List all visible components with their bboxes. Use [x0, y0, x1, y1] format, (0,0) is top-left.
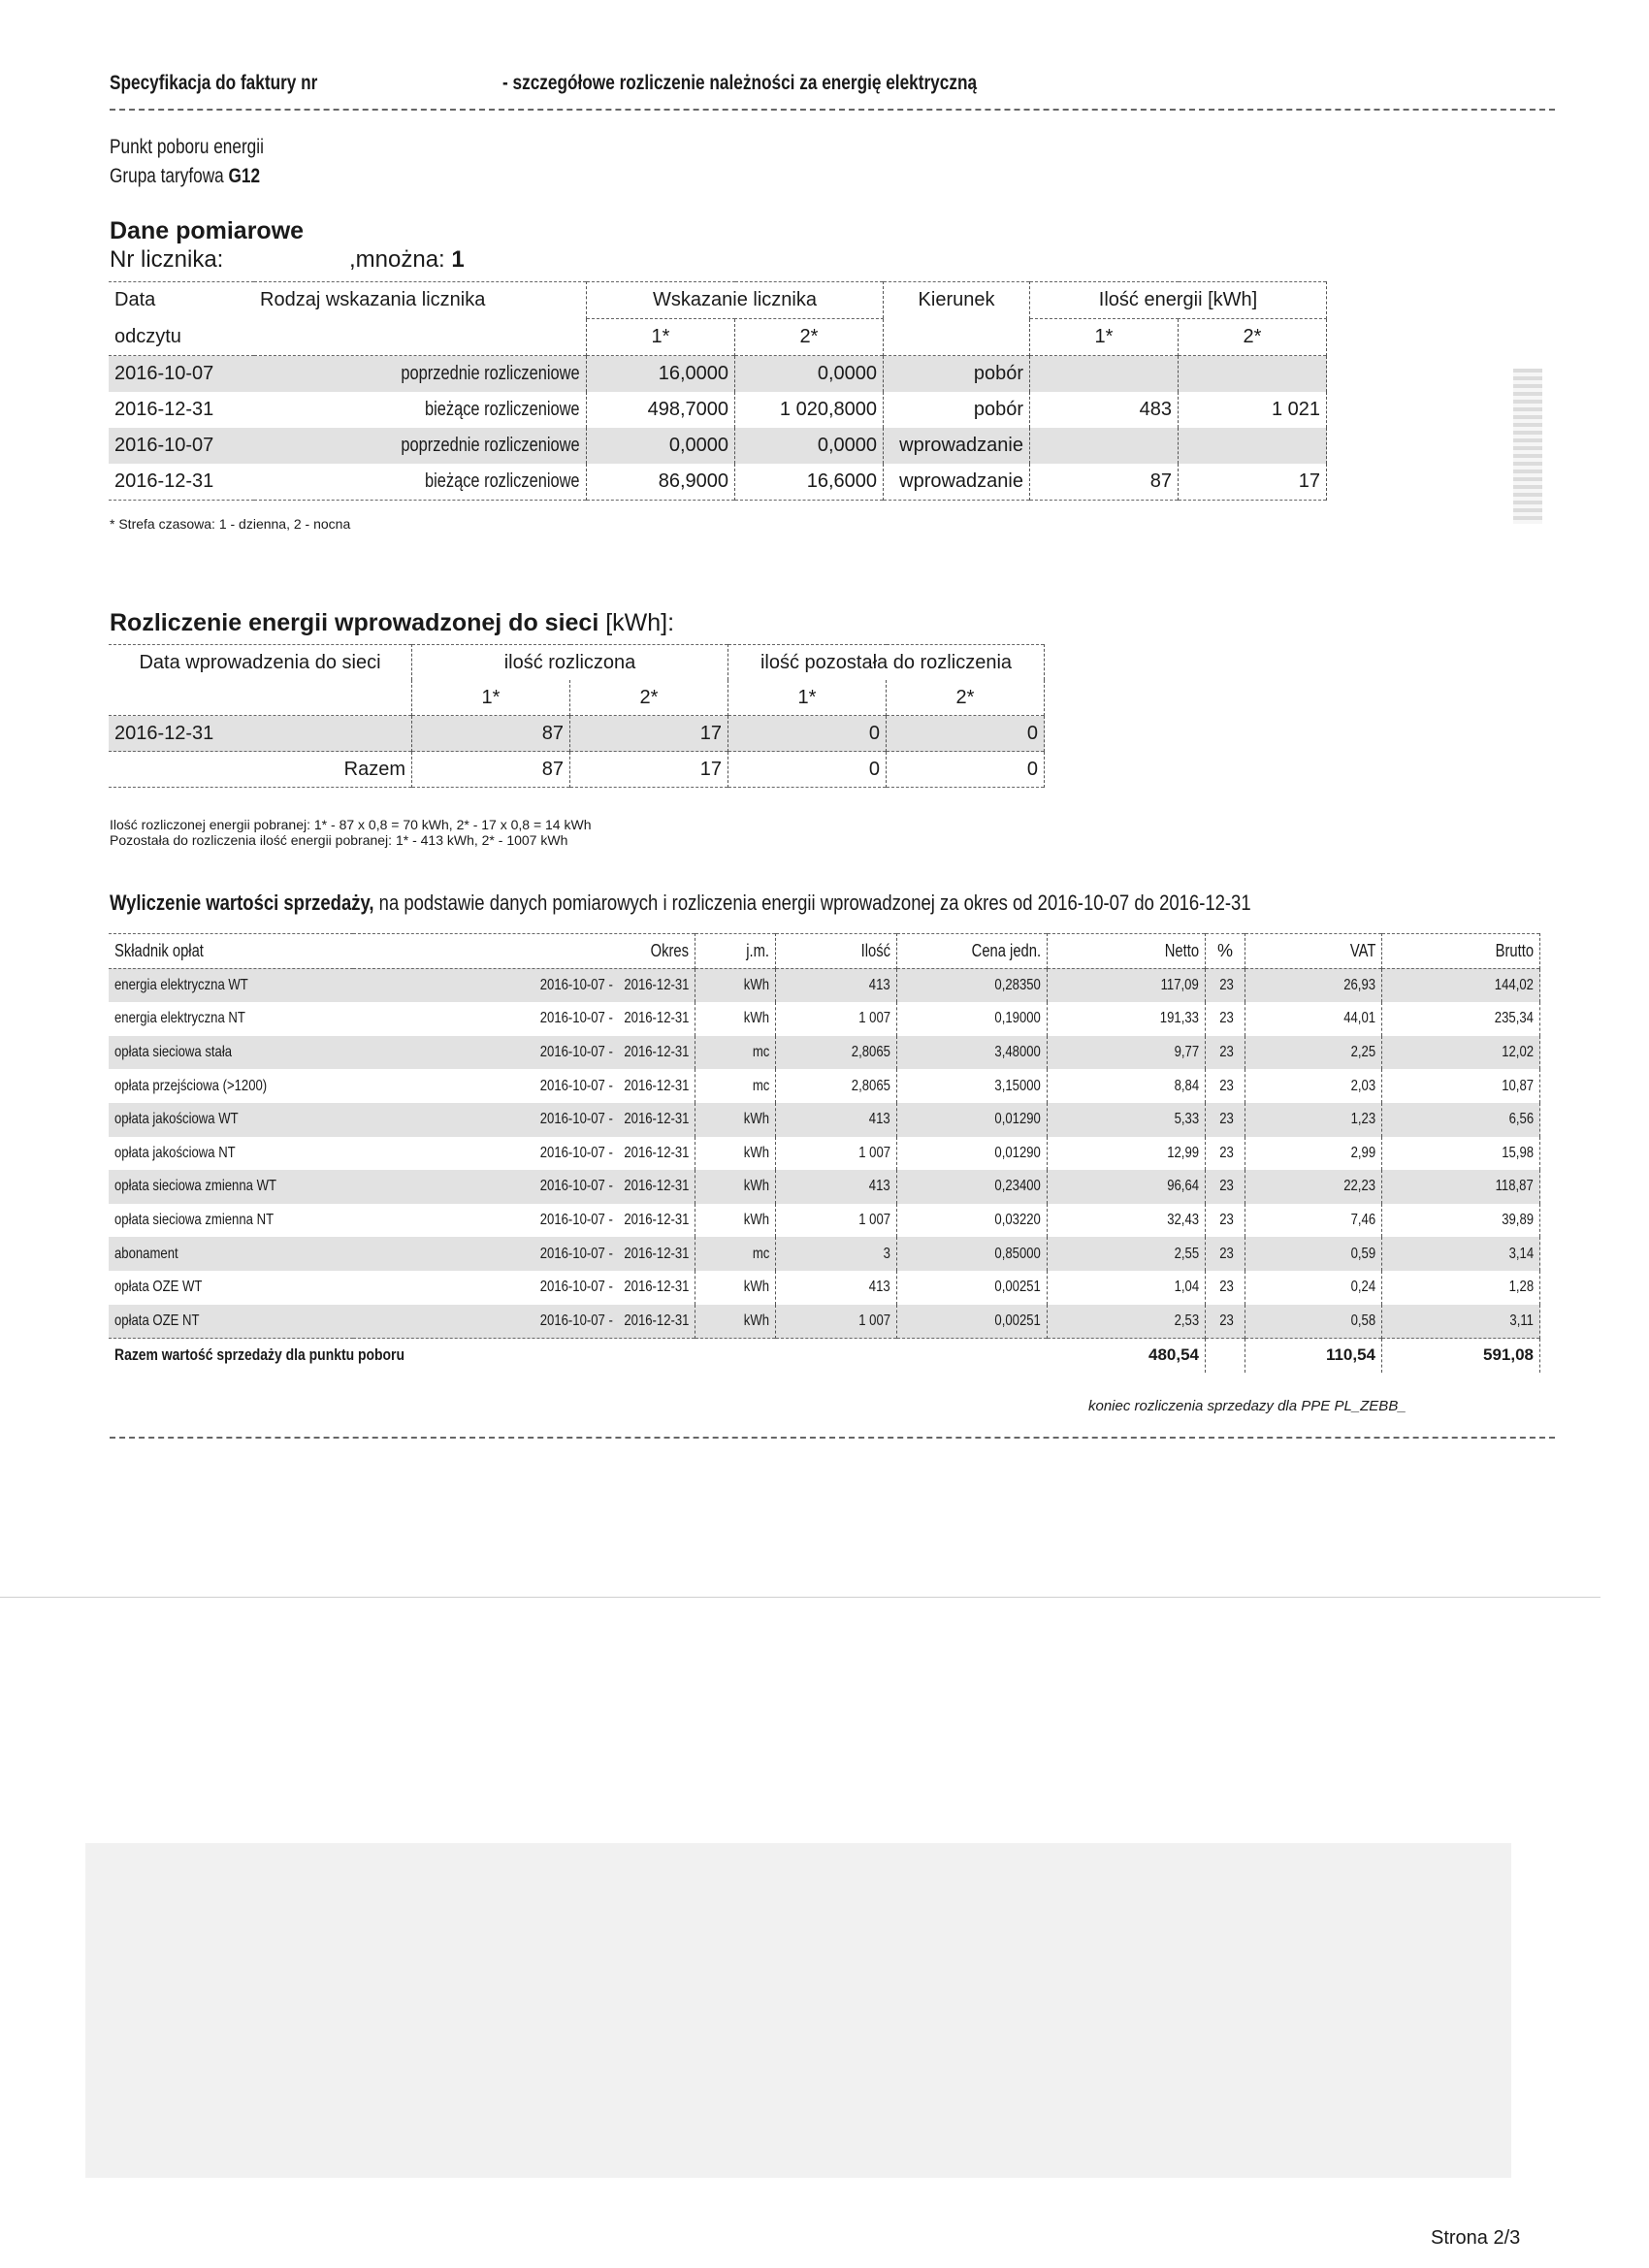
sales-row-qty: 413 [776, 968, 897, 1002]
feedin-date-header-empty [109, 680, 412, 716]
energy-z2-header: 2* [1179, 319, 1327, 356]
sales-row-unit: kWh [695, 968, 776, 1002]
sales-row-qty: 3 [776, 1237, 897, 1271]
sales-title-rest: na podstawie danych pomiarowych i rozliczenia energii wprowadzonej za okres od [378, 891, 1033, 915]
scan-ghost-area [85, 1843, 1511, 2178]
sales-row [109, 1002, 1540, 1036]
measurement-date: 2016-12-31 [114, 470, 214, 492]
sales-row-unit: kWh [695, 1137, 776, 1171]
col-reading-header: Wskazanie licznika [587, 282, 884, 319]
header-title-left: Specyfikacja do faktury nr [110, 72, 318, 94]
measurement-reading-z1: 0,0000 [587, 428, 735, 464]
feedin-total-remaining-z1: 0 [728, 752, 887, 788]
sales-row-vat: 26,93 [1245, 968, 1382, 1002]
feedin-title [110, 609, 674, 637]
col-type-header: Rodzaj wskazania licznika [254, 282, 587, 319]
sales-row-gross: 1,28 [1382, 1271, 1540, 1305]
measurement-energy-z2 [1179, 356, 1327, 393]
measurement-direction: wprowadzanie [884, 464, 1030, 501]
measurement-row [109, 428, 1327, 464]
sales-row-name: opłata OZE NT [114, 1312, 200, 1329]
sales-row-gross: 235,34 [1382, 1002, 1540, 1036]
col-date-header-2: odczytu [114, 325, 181, 347]
sales-title-bold: Wyliczenie wartości sprzedaży, [110, 891, 374, 915]
sales-row-vat: 2,25 [1245, 1036, 1382, 1070]
col-date-header: Data [114, 289, 156, 311]
sales-row-period-to: 2016-12-31 [623, 1212, 689, 1229]
zone-footnote: * Strefa czasowa: 1 - dzienna, 2 - nocna [110, 516, 351, 532]
measurement-reading-z2: 16,6000 [806, 470, 877, 492]
sales-row-price: 0,23400 [897, 1170, 1048, 1204]
measurement-energy-z2: 1 021 [1179, 392, 1327, 428]
sales-row-gross: 6,56 [1382, 1103, 1540, 1137]
sales-row-name: opłata przejściowa (>1200) [114, 1077, 268, 1094]
sales-row [109, 968, 1540, 1002]
sales-unit-header: j.m. [695, 934, 776, 969]
sales-vat-header: VAT [1245, 934, 1382, 969]
sales-row-period-to: 2016-12-31 [623, 1245, 689, 1262]
sales-row-net: 8,84 [1048, 1069, 1206, 1103]
tariff-value: G12 [228, 165, 261, 187]
feedin-total-label: Razem [109, 752, 412, 788]
sales-row-vat: 0,59 [1245, 1237, 1382, 1271]
energy-z1-header: 1* [1030, 319, 1179, 356]
sales-row-price: 0,28350 [897, 968, 1048, 1002]
sales-row-pct: 23 [1206, 1137, 1245, 1171]
sales-row-period [353, 1204, 695, 1238]
sales-row-gross: 3,14 [1382, 1237, 1540, 1271]
sales-row-price: 0,85000 [897, 1237, 1048, 1271]
sales-row [109, 1170, 1540, 1204]
measurement-row [109, 356, 1327, 393]
sales-row-gross: 118,87 [1382, 1170, 1540, 1204]
feedin-total-remaining-z2: 0 [887, 752, 1045, 788]
sales-row-period-from: 2016-10-07 - [539, 1212, 613, 1229]
measurement-energy-z1 [1030, 428, 1179, 464]
sales-row-pct: 23 [1206, 1170, 1245, 1204]
meter-multiplier [349, 246, 465, 274]
sales-row-period-from: 2016-10-07 - [539, 1178, 613, 1195]
sales-row-gross: 144,02 [1382, 968, 1540, 1002]
measurement-direction: pobór [884, 356, 1030, 393]
sales-row-gross: 39,89 [1382, 1204, 1540, 1238]
measurement-reading-z2: 0,0000 [817, 363, 877, 384]
sales-row-period [353, 1170, 695, 1204]
feedin-settled-z2-header: 2* [570, 680, 728, 716]
sales-row-period [353, 1002, 695, 1036]
sales-row-period-from: 2016-10-07 - [539, 1044, 613, 1061]
sales-row-pct: 23 [1206, 1036, 1245, 1070]
measurements-table [109, 281, 1327, 501]
sales-row-price: 3,48000 [897, 1036, 1048, 1070]
sales-row-period [353, 1271, 695, 1305]
feedin-title-unit: [kWh]: [605, 609, 675, 636]
feedin-title-text: Rozliczenie energii wprowadzonej do sieci [110, 609, 599, 636]
feedin-note-2: Pozostała do rozliczenia ilość energii pobranej: 1* - 413 kWh, 2* - 1007 kWh [110, 832, 568, 848]
sales-row-pct: 23 [1206, 1271, 1245, 1305]
sales-row-pct: 23 [1206, 1204, 1245, 1238]
measurement-reading-z1: 498,7000 [587, 392, 735, 428]
reading-z1-header: 1* [587, 319, 735, 356]
sales-row [109, 1137, 1540, 1171]
measurement-reading-z2: 0,0000 [817, 435, 877, 456]
sales-row-vat: 2,03 [1245, 1069, 1382, 1103]
feedin-settled-header: ilość rozliczona [412, 645, 728, 681]
sales-row [109, 1204, 1540, 1238]
sales-row [109, 1103, 1540, 1137]
feedin-remaining-z1-header: 1* [728, 680, 887, 716]
sales-row-price: 0,01290 [897, 1103, 1048, 1137]
sales-row-name: opłata sieciowa stała [114, 1044, 233, 1061]
sales-row-price: 0,00251 [897, 1271, 1048, 1305]
sales-row-period-to: 2016-12-31 [623, 976, 689, 993]
measurement-reading-z1: 16,0000 [587, 356, 735, 393]
measurement-type: bieżące rozliczeniowe [254, 464, 587, 501]
sales-row-net: 32,43 [1048, 1204, 1206, 1238]
sales-row-net: 1,04 [1048, 1271, 1206, 1305]
measurements-title: Dane pomiarowe [110, 217, 305, 244]
feedin-total-settled-z2: 17 [570, 752, 728, 788]
sales-row-period-to: 2016-12-31 [623, 1279, 689, 1296]
sales-total-vat: 110,54 [1245, 1339, 1382, 1373]
sales-row-gross: 10,87 [1382, 1069, 1540, 1103]
feedin-remaining-z2-header: 2* [887, 680, 1045, 716]
sales-row-net: 12,99 [1048, 1137, 1206, 1171]
page-number: Strona 2/3 [1431, 2227, 1521, 2249]
sales-row-unit: mc [695, 1237, 776, 1271]
feedin-date: 2016-12-31 [109, 716, 412, 752]
sales-row-period-to: 2016-12-31 [623, 1010, 689, 1027]
feedin-date-header: Data wprowadzenia do sieci [109, 645, 412, 681]
measurement-direction: pobór [884, 392, 1030, 428]
measurement-energy-z1: 483 [1030, 392, 1179, 428]
sales-row-name: opłata jakościowa WT [114, 1111, 239, 1128]
sales-row-price: 0,01290 [897, 1137, 1048, 1171]
sales-row-unit: mc [695, 1036, 776, 1070]
fold-line [0, 1597, 1600, 1598]
sales-row-period-from: 2016-10-07 - [539, 1279, 613, 1296]
feedin-row [109, 716, 1045, 752]
sales-row-vat: 0,24 [1245, 1271, 1382, 1305]
ppe-label: Punkt poboru energii [110, 136, 264, 158]
col-energy-header: Ilość energii [kWh] [1030, 282, 1327, 319]
sales-row-period [353, 1103, 695, 1137]
tariff-group [110, 165, 260, 188]
measurement-reading-z1: 86,9000 [587, 464, 735, 501]
measurement-date: 2016-12-31 [114, 399, 214, 420]
sales-row-period-to: 2016-12-31 [623, 1077, 689, 1094]
feedin-settled-z2: 17 [570, 716, 728, 752]
feedin-table [109, 644, 1045, 788]
sales-row-period-from: 2016-10-07 - [539, 1010, 613, 1027]
feedin-settled-z1-header: 1* [412, 680, 570, 716]
sales-gross-header: Brutto [1382, 934, 1540, 969]
sales-row-period-to: 2016-12-31 [623, 1144, 689, 1161]
sales-end-note: koniec rozliczenia sprzedazy dla PPE PL_ZEBB_ [1088, 1398, 1406, 1414]
sales-row-net: 96,64 [1048, 1170, 1206, 1204]
sales-row-unit: kWh [695, 1204, 776, 1238]
sales-row-pct: 23 [1206, 968, 1245, 1002]
measurement-date: 2016-10-07 [114, 435, 214, 456]
sales-row-pct: 23 [1206, 1103, 1245, 1137]
sales-row-qty: 2,8065 [776, 1036, 897, 1070]
sales-row-qty: 2,8065 [776, 1069, 897, 1103]
measurement-energy-z1 [1030, 356, 1179, 393]
sales-row [109, 1305, 1540, 1339]
sales-row-net: 2,55 [1048, 1237, 1206, 1271]
sales-row-period [353, 1137, 695, 1171]
header-divider [110, 109, 1555, 111]
sales-row-qty: 1 007 [776, 1204, 897, 1238]
sales-row-vat: 7,46 [1245, 1204, 1382, 1238]
sales-row [109, 1271, 1540, 1305]
measurement-energy-z1: 87 [1030, 464, 1179, 501]
sales-row-period-from: 2016-10-07 - [539, 1111, 613, 1128]
feedin-settled-z1: 87 [412, 716, 570, 752]
sales-row-name: energia elektryczna NT [114, 1010, 245, 1027]
sales-row-period [353, 1237, 695, 1271]
sales-row-qty: 1 007 [776, 1002, 897, 1036]
sales-row-vat: 2,99 [1245, 1137, 1382, 1171]
col-direction-header: Kierunek [884, 282, 1030, 319]
sales-row-pct: 23 [1206, 1002, 1245, 1036]
sales-row-unit: kWh [695, 1103, 776, 1137]
measurement-date: 2016-10-07 [114, 363, 214, 384]
sales-row-pct: 23 [1206, 1069, 1245, 1103]
sales-total-pct-empty [1206, 1339, 1245, 1373]
sales-row-qty: 413 [776, 1271, 897, 1305]
sales-row-unit: mc [695, 1069, 776, 1103]
sales-row-period-from: 2016-10-07 - [539, 1077, 613, 1094]
feedin-total-row [109, 752, 1045, 788]
sales-pct-header: % [1206, 934, 1245, 969]
sales-total-net: 480,54 [1048, 1339, 1206, 1373]
measurement-type: poprzednie rozliczeniowe [254, 428, 587, 464]
sales-total-gross: 591,08 [1382, 1339, 1540, 1373]
sales-row-name: opłata jakościowa NT [114, 1144, 236, 1161]
sales-total-row [109, 1339, 1540, 1373]
sales-row-period-to: 2016-12-31 [623, 1178, 689, 1195]
sales-row-vat: 0,58 [1245, 1305, 1382, 1339]
sales-period-from: 2016-10-07 [1037, 891, 1130, 915]
sales-row-period [353, 968, 695, 1002]
meter-label: Nr licznika: [110, 246, 224, 273]
sales-row-gross: 15,98 [1382, 1137, 1540, 1171]
measurement-type: poprzednie rozliczeniowe [254, 356, 587, 393]
sales-row-period [353, 1069, 695, 1103]
sales-row-name: opłata sieciowa zmienna WT [114, 1178, 276, 1195]
sales-net-header: Netto [1048, 934, 1206, 969]
sales-row-price: 0,03220 [897, 1204, 1048, 1238]
measurement-row [109, 464, 1327, 501]
sales-table [109, 933, 1540, 1373]
sales-row-qty: 1 007 [776, 1305, 897, 1339]
sales-row-period-from: 2016-10-07 - [539, 1144, 613, 1161]
sales-row-vat: 44,01 [1245, 1002, 1382, 1036]
measurement-type: bieżące rozliczeniowe [254, 392, 587, 428]
sales-row-price: 0,19000 [897, 1002, 1048, 1036]
sales-row-net: 191,33 [1048, 1002, 1206, 1036]
feedin-remaining-header: ilość pozostała do rozliczenia [728, 645, 1045, 681]
measurement-row [109, 392, 1327, 428]
sales-row-period-from: 2016-10-07 - [539, 976, 613, 993]
sales-total-label: Razem wartość sprzedaży dla punktu poboru [114, 1345, 404, 1365]
measurement-reading-z2: 1 020,8000 [779, 399, 877, 420]
sales-row-price: 3,15000 [897, 1069, 1048, 1103]
sales-row-vat: 1,23 [1245, 1103, 1382, 1137]
scan-edge-artifact [1513, 369, 1542, 524]
feedin-note-1: Ilość rozliczonej energii pobranej: 1* - 87 x 0,8 = 70 kWh, 2* - 17 x 0,8 = 14 kWh [110, 817, 592, 832]
sales-row-period [353, 1036, 695, 1070]
sales-component-header: Składnik opłat [114, 940, 204, 960]
sales-qty-header: Ilość [776, 934, 897, 969]
sales-price-header: Cena jedn. [897, 934, 1048, 969]
sales-row-net: 9,77 [1048, 1036, 1206, 1070]
sales-row-unit: kWh [695, 1170, 776, 1204]
sales-row-pct: 23 [1206, 1237, 1245, 1271]
sales-row-qty: 413 [776, 1170, 897, 1204]
sales-row [109, 1069, 1540, 1103]
sales-row-vat: 22,23 [1245, 1170, 1382, 1204]
measurement-energy-z2: 17 [1179, 464, 1327, 501]
header-title-right: - szczegółowe rozliczenie należności za energię elektryczną [502, 72, 978, 94]
sales-row-period-from: 2016-10-07 - [539, 1245, 613, 1262]
sales-row-period-to: 2016-12-31 [623, 1044, 689, 1061]
sales-row-net: 117,09 [1048, 968, 1206, 1002]
direction-header-empty [884, 319, 1030, 356]
measurement-direction: wprowadzanie [884, 428, 1030, 464]
sales-row-name: opłata OZE WT [114, 1279, 203, 1296]
sales-row [109, 1237, 1540, 1271]
multiplier-label: ,mnożna: [349, 246, 445, 273]
sales-period-header: Okres [353, 934, 695, 969]
feedin-remaining-z1: 0 [728, 716, 887, 752]
sales-row-unit: kWh [695, 1305, 776, 1339]
sales-row-net: 5,33 [1048, 1103, 1206, 1137]
sales-row-gross: 3,11 [1382, 1305, 1540, 1339]
sales-row-unit: kWh [695, 1271, 776, 1305]
sales-row-name: abonament [114, 1245, 178, 1262]
sales-row-period [353, 1305, 695, 1339]
multiplier-value: 1 [451, 246, 465, 273]
col-type-header-empty [254, 319, 587, 356]
reading-z2-header: 2* [799, 326, 819, 347]
sales-row-gross: 12,02 [1382, 1036, 1540, 1070]
sales-row-period-to: 2016-12-31 [623, 1312, 689, 1329]
sales-row-qty: 413 [776, 1103, 897, 1137]
measurement-energy-z2 [1179, 428, 1327, 464]
sales-period-to-word: do [1134, 891, 1154, 915]
sales-row-net: 2,53 [1048, 1305, 1206, 1339]
sales-row-name: energia elektryczna WT [114, 976, 248, 993]
tariff-label: Grupa taryfowa [110, 165, 224, 187]
sales-row-period-from: 2016-10-07 - [539, 1312, 613, 1329]
sales-row-unit: kWh [695, 1002, 776, 1036]
sales-row-price: 0,00251 [897, 1305, 1048, 1339]
feedin-remaining-z2: 0 [887, 716, 1045, 752]
sales-title [110, 891, 1251, 916]
sales-row-pct: 23 [1206, 1305, 1245, 1339]
feedin-total-settled-z1: 87 [412, 752, 570, 788]
sales-row-period-to: 2016-12-31 [623, 1111, 689, 1128]
sales-end-divider [110, 1437, 1555, 1439]
sales-period-to: 2016-12-31 [1159, 891, 1251, 915]
sales-row [109, 1036, 1540, 1070]
sales-row-name: opłata sieciowa zmienna NT [114, 1212, 275, 1229]
sales-row-qty: 1 007 [776, 1137, 897, 1171]
